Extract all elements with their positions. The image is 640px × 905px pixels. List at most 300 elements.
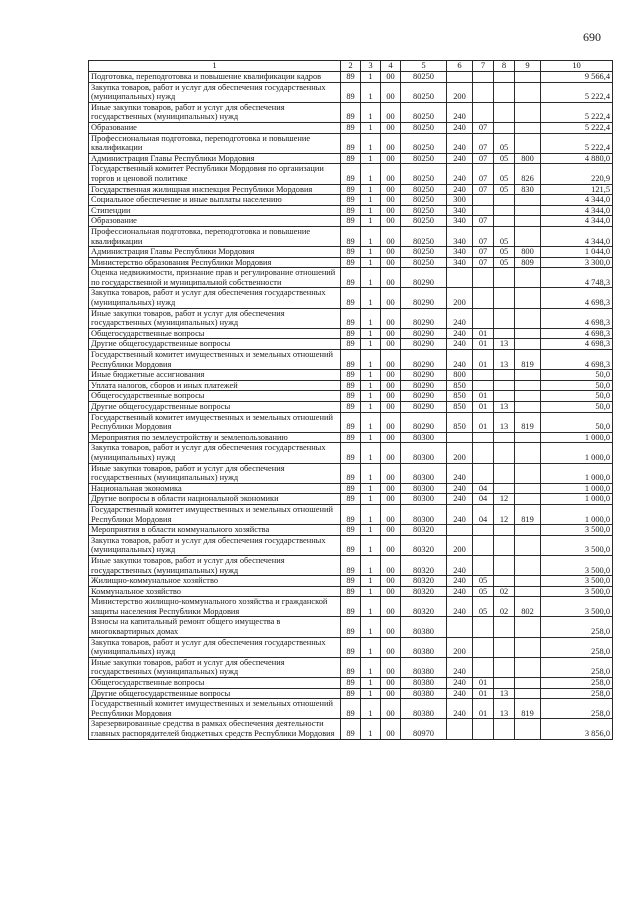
amount-cell: 50,0 bbox=[541, 412, 613, 432]
code-cell bbox=[515, 380, 541, 391]
code-cell: 07 bbox=[473, 153, 494, 164]
code-cell: 89 bbox=[341, 195, 361, 206]
table-header bbox=[89, 61, 613, 72]
code-cell: 89 bbox=[341, 370, 361, 381]
table-row bbox=[89, 195, 613, 206]
code-cell: 13 bbox=[494, 688, 515, 699]
code-cell: 80250 bbox=[401, 226, 447, 246]
code-cell bbox=[447, 432, 473, 443]
code-cell: 89 bbox=[341, 535, 361, 555]
code-cell bbox=[494, 370, 515, 381]
code-cell: 04 bbox=[473, 504, 494, 524]
amount-cell: 121,5 bbox=[541, 184, 613, 195]
code-cell bbox=[515, 205, 541, 216]
table-row bbox=[89, 380, 613, 391]
code-cell: 1 bbox=[361, 678, 381, 689]
code-cell: 80290 bbox=[401, 288, 447, 308]
row-name-cell: Образование bbox=[89, 216, 341, 227]
code-cell bbox=[473, 657, 494, 677]
code-cell bbox=[494, 463, 515, 483]
table-row bbox=[89, 122, 613, 133]
row-name-cell: Другие вопросы в области национальной экономики bbox=[89, 494, 341, 505]
row-name-cell: Мероприятия в области коммунального хозяйства bbox=[89, 525, 341, 536]
amount-cell: 258,0 bbox=[541, 678, 613, 689]
code-cell: 1 bbox=[361, 391, 381, 402]
table-row bbox=[89, 288, 613, 308]
code-cell: 200 bbox=[447, 443, 473, 463]
code-cell: 1 bbox=[361, 122, 381, 133]
code-cell bbox=[494, 102, 515, 122]
row-name-cell: Закупка товаров, работ и услуг для обеспечения государственных (муниципальных) нужд bbox=[89, 82, 341, 102]
row-name-cell: Государственный комитет Республики Мордовия по организации торгов и ценовой политике bbox=[89, 164, 341, 184]
code-cell: 89 bbox=[341, 350, 361, 370]
code-cell: 240 bbox=[447, 494, 473, 505]
code-cell: 240 bbox=[447, 576, 473, 587]
code-cell bbox=[515, 216, 541, 227]
table-row bbox=[89, 678, 613, 689]
code-cell: 01 bbox=[473, 699, 494, 719]
code-cell: 89 bbox=[341, 184, 361, 195]
code-cell: 89 bbox=[341, 164, 361, 184]
code-cell: 00 bbox=[381, 617, 401, 637]
row-name-cell: Стипендии bbox=[89, 205, 341, 216]
table-row bbox=[89, 153, 613, 164]
table-row bbox=[89, 257, 613, 268]
row-name-cell: Коммунальное хозяйство bbox=[89, 586, 341, 597]
code-cell: 1 bbox=[361, 504, 381, 524]
amount-cell: 258,0 bbox=[541, 657, 613, 677]
table-row bbox=[89, 555, 613, 575]
row-name-cell: Закупка товаров, работ и услуг для обеспечения государственных (муниципальных) нужд bbox=[89, 443, 341, 463]
table-row bbox=[89, 463, 613, 483]
amount-cell: 1 000,0 bbox=[541, 432, 613, 443]
table-row bbox=[89, 350, 613, 370]
column-header: 1 bbox=[89, 61, 341, 72]
code-cell: 89 bbox=[341, 719, 361, 739]
code-cell: 89 bbox=[341, 257, 361, 268]
code-cell bbox=[494, 122, 515, 133]
code-cell bbox=[473, 380, 494, 391]
amount-cell: 1 000,0 bbox=[541, 494, 613, 505]
code-cell: 00 bbox=[381, 586, 401, 597]
code-cell: 1 bbox=[361, 164, 381, 184]
amount-cell: 50,0 bbox=[541, 402, 613, 413]
code-cell: 80250 bbox=[401, 247, 447, 258]
code-cell bbox=[515, 637, 541, 657]
code-cell: 1 bbox=[361, 328, 381, 339]
code-cell: 07 bbox=[473, 247, 494, 258]
code-cell: 01 bbox=[473, 688, 494, 699]
table-row bbox=[89, 82, 613, 102]
amount-cell: 1 000,0 bbox=[541, 443, 613, 463]
code-cell bbox=[473, 268, 494, 288]
code-cell: 240 bbox=[447, 555, 473, 575]
code-cell: 00 bbox=[381, 268, 401, 288]
code-cell: 13 bbox=[494, 350, 515, 370]
code-cell: 00 bbox=[381, 82, 401, 102]
row-name-cell: Образование bbox=[89, 122, 341, 133]
code-cell: 05 bbox=[494, 247, 515, 258]
code-cell bbox=[515, 122, 541, 133]
column-header: 7 bbox=[473, 61, 494, 72]
code-cell: 00 bbox=[381, 164, 401, 184]
row-name-cell: Иные закупки товаров, работ и услуг для обеспечения государственных (муниципальных) нужд bbox=[89, 102, 341, 122]
code-cell: 1 bbox=[361, 494, 381, 505]
code-cell bbox=[473, 443, 494, 463]
code-cell: 1 bbox=[361, 82, 381, 102]
code-cell: 1 bbox=[361, 719, 381, 739]
code-cell: 80290 bbox=[401, 402, 447, 413]
code-cell: 02 bbox=[494, 586, 515, 597]
row-name-cell: Социальное обеспечение и иные выплаты населению bbox=[89, 195, 341, 206]
code-cell bbox=[473, 432, 494, 443]
code-cell bbox=[494, 576, 515, 587]
amount-cell: 3 500,0 bbox=[541, 586, 613, 597]
code-cell: 80290 bbox=[401, 391, 447, 402]
code-cell: 89 bbox=[341, 657, 361, 677]
code-cell bbox=[515, 370, 541, 381]
amount-cell: 258,0 bbox=[541, 688, 613, 699]
code-cell bbox=[473, 72, 494, 83]
column-header: 6 bbox=[447, 61, 473, 72]
code-cell: 809 bbox=[515, 257, 541, 268]
code-cell: 819 bbox=[515, 350, 541, 370]
code-cell: 89 bbox=[341, 483, 361, 494]
code-cell: 00 bbox=[381, 226, 401, 246]
code-cell: 240 bbox=[447, 483, 473, 494]
code-cell: 80250 bbox=[401, 133, 447, 153]
row-name-cell: Государственный комитет имущественных и земельных отношений Республики Мордовия bbox=[89, 504, 341, 524]
code-cell: 80250 bbox=[401, 82, 447, 102]
code-cell: 80290 bbox=[401, 328, 447, 339]
amount-cell: 4 698,3 bbox=[541, 328, 613, 339]
code-cell: 1 bbox=[361, 412, 381, 432]
code-cell: 00 bbox=[381, 72, 401, 83]
code-cell: 850 bbox=[447, 380, 473, 391]
code-cell: 12 bbox=[494, 504, 515, 524]
code-cell: 340 bbox=[447, 257, 473, 268]
code-cell: 02 bbox=[494, 597, 515, 617]
code-cell: 200 bbox=[447, 288, 473, 308]
row-name-cell: Администрация Главы Республики Мордовия bbox=[89, 247, 341, 258]
code-cell: 1 bbox=[361, 525, 381, 536]
code-cell: 340 bbox=[447, 216, 473, 227]
code-cell: 13 bbox=[494, 402, 515, 413]
table-row bbox=[89, 637, 613, 657]
code-cell: 80300 bbox=[401, 443, 447, 463]
amount-cell: 3 500,0 bbox=[541, 555, 613, 575]
code-cell: 01 bbox=[473, 391, 494, 402]
code-cell: 89 bbox=[341, 288, 361, 308]
code-cell: 00 bbox=[381, 308, 401, 328]
code-cell: 80320 bbox=[401, 586, 447, 597]
code-cell: 89 bbox=[341, 380, 361, 391]
table-row bbox=[89, 597, 613, 617]
table-row bbox=[89, 494, 613, 505]
code-cell bbox=[447, 72, 473, 83]
code-cell bbox=[473, 637, 494, 657]
amount-cell: 50,0 bbox=[541, 391, 613, 402]
code-cell: 1 bbox=[361, 308, 381, 328]
code-cell: 00 bbox=[381, 525, 401, 536]
code-cell: 240 bbox=[447, 153, 473, 164]
table-row bbox=[89, 268, 613, 288]
amount-cell: 3 500,0 bbox=[541, 576, 613, 587]
code-cell: 89 bbox=[341, 432, 361, 443]
code-cell: 1 bbox=[361, 72, 381, 83]
code-cell: 1 bbox=[361, 195, 381, 206]
code-cell: 12 bbox=[494, 494, 515, 505]
code-cell: 00 bbox=[381, 195, 401, 206]
code-cell: 00 bbox=[381, 153, 401, 164]
code-cell: 240 bbox=[447, 339, 473, 350]
code-cell: 00 bbox=[381, 494, 401, 505]
code-cell: 00 bbox=[381, 637, 401, 657]
code-cell: 1 bbox=[361, 463, 381, 483]
code-cell bbox=[494, 216, 515, 227]
code-cell: 00 bbox=[381, 102, 401, 122]
code-cell: 05 bbox=[494, 226, 515, 246]
code-cell bbox=[515, 308, 541, 328]
code-cell: 240 bbox=[447, 184, 473, 195]
code-cell: 1 bbox=[361, 153, 381, 164]
code-cell bbox=[447, 617, 473, 637]
table-row bbox=[89, 308, 613, 328]
code-cell: 1 bbox=[361, 216, 381, 227]
code-cell: 1 bbox=[361, 247, 381, 258]
column-header: 9 bbox=[515, 61, 541, 72]
code-cell bbox=[494, 432, 515, 443]
code-cell: 830 bbox=[515, 184, 541, 195]
code-cell: 89 bbox=[341, 555, 361, 575]
code-cell bbox=[473, 555, 494, 575]
code-cell: 800 bbox=[515, 247, 541, 258]
code-cell: 80250 bbox=[401, 257, 447, 268]
table-row bbox=[89, 184, 613, 195]
table-row bbox=[89, 688, 613, 699]
code-cell: 340 bbox=[447, 205, 473, 216]
code-cell: 13 bbox=[494, 699, 515, 719]
code-cell bbox=[494, 268, 515, 288]
code-cell: 00 bbox=[381, 597, 401, 617]
amount-cell: 4 698,3 bbox=[541, 288, 613, 308]
code-cell: 13 bbox=[494, 412, 515, 432]
code-cell bbox=[515, 268, 541, 288]
code-cell bbox=[494, 205, 515, 216]
code-cell bbox=[494, 443, 515, 463]
code-cell bbox=[515, 195, 541, 206]
code-cell: 00 bbox=[381, 688, 401, 699]
table-row bbox=[89, 402, 613, 413]
code-cell: 1 bbox=[361, 370, 381, 381]
code-cell bbox=[515, 586, 541, 597]
code-cell: 1 bbox=[361, 432, 381, 443]
code-cell: 89 bbox=[341, 699, 361, 719]
table-row bbox=[89, 432, 613, 443]
code-cell: 89 bbox=[341, 597, 361, 617]
amount-cell: 3 500,0 bbox=[541, 525, 613, 536]
column-header: 3 bbox=[361, 61, 381, 72]
amount-cell: 220,9 bbox=[541, 164, 613, 184]
table-row bbox=[89, 370, 613, 381]
row-name-cell: Другие общегосударственные вопросы bbox=[89, 402, 341, 413]
row-name-cell: Уплата налогов, сборов и иных платежей bbox=[89, 380, 341, 391]
code-cell: 00 bbox=[381, 216, 401, 227]
code-cell bbox=[494, 195, 515, 206]
amount-cell: 1 000,0 bbox=[541, 504, 613, 524]
code-cell: 00 bbox=[381, 339, 401, 350]
code-cell bbox=[494, 380, 515, 391]
code-cell: 89 bbox=[341, 205, 361, 216]
row-name-cell: Другие общегосударственные вопросы bbox=[89, 339, 341, 350]
row-name-cell: Государственный комитет имущественных и земельных отношений Республики Мордовия bbox=[89, 412, 341, 432]
amount-cell: 1 000,0 bbox=[541, 463, 613, 483]
table-row bbox=[89, 247, 613, 258]
amount-cell: 258,0 bbox=[541, 637, 613, 657]
code-cell bbox=[515, 483, 541, 494]
code-cell: 89 bbox=[341, 268, 361, 288]
code-cell: 80290 bbox=[401, 339, 447, 350]
code-cell: 00 bbox=[381, 402, 401, 413]
code-cell bbox=[515, 443, 541, 463]
row-name-cell: Иные закупки товаров, работ и услуг для обеспечения государственных (муниципальных) нужд bbox=[89, 657, 341, 677]
code-cell: 1 bbox=[361, 288, 381, 308]
code-cell: 07 bbox=[473, 133, 494, 153]
code-cell: 07 bbox=[473, 257, 494, 268]
table-row bbox=[89, 699, 613, 719]
amount-cell: 4 748,3 bbox=[541, 268, 613, 288]
amount-cell: 3 500,0 bbox=[541, 535, 613, 555]
code-cell: 89 bbox=[341, 586, 361, 597]
code-cell: 80290 bbox=[401, 308, 447, 328]
code-cell: 07 bbox=[473, 184, 494, 195]
code-cell bbox=[515, 432, 541, 443]
code-cell: 89 bbox=[341, 576, 361, 587]
code-cell: 89 bbox=[341, 122, 361, 133]
code-cell: 80320 bbox=[401, 576, 447, 587]
code-cell: 1 bbox=[361, 443, 381, 463]
code-cell bbox=[473, 82, 494, 102]
row-name-cell: Государственная жилищная инспекция Республики Мордовия bbox=[89, 184, 341, 195]
row-name-cell: Другие общегосударственные вопросы bbox=[89, 688, 341, 699]
table-row bbox=[89, 443, 613, 463]
code-cell: 00 bbox=[381, 350, 401, 370]
code-cell: 05 bbox=[473, 576, 494, 587]
code-cell: 00 bbox=[381, 370, 401, 381]
code-cell bbox=[473, 525, 494, 536]
code-cell: 00 bbox=[381, 483, 401, 494]
code-cell: 01 bbox=[473, 402, 494, 413]
code-cell: 00 bbox=[381, 678, 401, 689]
code-cell: 1 bbox=[361, 576, 381, 587]
code-cell: 340 bbox=[447, 247, 473, 258]
code-cell: 240 bbox=[447, 308, 473, 328]
table-row bbox=[89, 102, 613, 122]
code-cell: 01 bbox=[473, 339, 494, 350]
amount-cell: 4 344,0 bbox=[541, 226, 613, 246]
code-cell: 200 bbox=[447, 535, 473, 555]
code-cell: 00 bbox=[381, 719, 401, 739]
amount-cell: 258,0 bbox=[541, 617, 613, 637]
code-cell: 240 bbox=[447, 657, 473, 677]
code-cell: 80290 bbox=[401, 370, 447, 381]
amount-cell: 4 344,0 bbox=[541, 195, 613, 206]
code-cell: 80380 bbox=[401, 678, 447, 689]
amount-cell: 4 698,3 bbox=[541, 308, 613, 328]
code-cell: 802 bbox=[515, 597, 541, 617]
code-cell: 80300 bbox=[401, 432, 447, 443]
code-cell bbox=[515, 328, 541, 339]
code-cell: 80300 bbox=[401, 494, 447, 505]
code-cell bbox=[494, 308, 515, 328]
code-cell: 00 bbox=[381, 391, 401, 402]
page-number: 690 bbox=[583, 30, 601, 44]
row-name-cell: Закупка товаров, работ и услуг для обеспечения государственных (муниципальных) нужд bbox=[89, 637, 341, 657]
code-cell: 01 bbox=[473, 412, 494, 432]
code-cell: 00 bbox=[381, 555, 401, 575]
code-cell bbox=[447, 719, 473, 739]
column-header: 4 bbox=[381, 61, 401, 72]
amount-cell: 4 698,3 bbox=[541, 350, 613, 370]
column-header: 2 bbox=[341, 61, 361, 72]
code-cell bbox=[515, 657, 541, 677]
code-cell bbox=[515, 555, 541, 575]
amount-cell: 3 500,0 bbox=[541, 597, 613, 617]
code-cell: 240 bbox=[447, 463, 473, 483]
code-cell bbox=[515, 525, 541, 536]
code-cell: 00 bbox=[381, 535, 401, 555]
table-row bbox=[89, 576, 613, 587]
code-cell: 00 bbox=[381, 133, 401, 153]
amount-cell: 1 000,0 bbox=[541, 483, 613, 494]
code-cell: 07 bbox=[473, 216, 494, 227]
code-cell bbox=[515, 391, 541, 402]
code-cell: 80290 bbox=[401, 268, 447, 288]
code-cell: 89 bbox=[341, 688, 361, 699]
code-cell: 1 bbox=[361, 184, 381, 195]
code-cell: 00 bbox=[381, 380, 401, 391]
amount-cell: 4 344,0 bbox=[541, 205, 613, 216]
code-cell bbox=[515, 82, 541, 102]
code-cell: 07 bbox=[473, 226, 494, 246]
code-cell: 80300 bbox=[401, 463, 447, 483]
row-name-cell: Иные закупки товаров, работ и услуг для обеспечения государственных (муниципальных) нужд bbox=[89, 555, 341, 575]
code-cell: 240 bbox=[447, 102, 473, 122]
code-cell: 00 bbox=[381, 504, 401, 524]
code-cell: 240 bbox=[447, 597, 473, 617]
code-cell bbox=[473, 288, 494, 308]
code-cell bbox=[494, 535, 515, 555]
code-cell bbox=[494, 617, 515, 637]
code-cell: 80380 bbox=[401, 617, 447, 637]
code-cell: 240 bbox=[447, 688, 473, 699]
code-cell: 00 bbox=[381, 576, 401, 587]
row-name-cell: Зарезервированные средства в рамках обеспечения деятельности главных распорядителей бюджетных средств Республики Мордовия bbox=[89, 719, 341, 739]
table-row bbox=[89, 586, 613, 597]
code-cell: 1 bbox=[361, 133, 381, 153]
code-cell: 1 bbox=[361, 535, 381, 555]
code-cell: 89 bbox=[341, 504, 361, 524]
code-cell: 00 bbox=[381, 443, 401, 463]
amount-cell: 50,0 bbox=[541, 370, 613, 381]
code-cell: 80250 bbox=[401, 72, 447, 83]
amount-cell: 50,0 bbox=[541, 380, 613, 391]
code-cell: 89 bbox=[341, 637, 361, 657]
table-row bbox=[89, 164, 613, 184]
table-row bbox=[89, 226, 613, 246]
code-cell: 80380 bbox=[401, 699, 447, 719]
code-cell bbox=[515, 617, 541, 637]
